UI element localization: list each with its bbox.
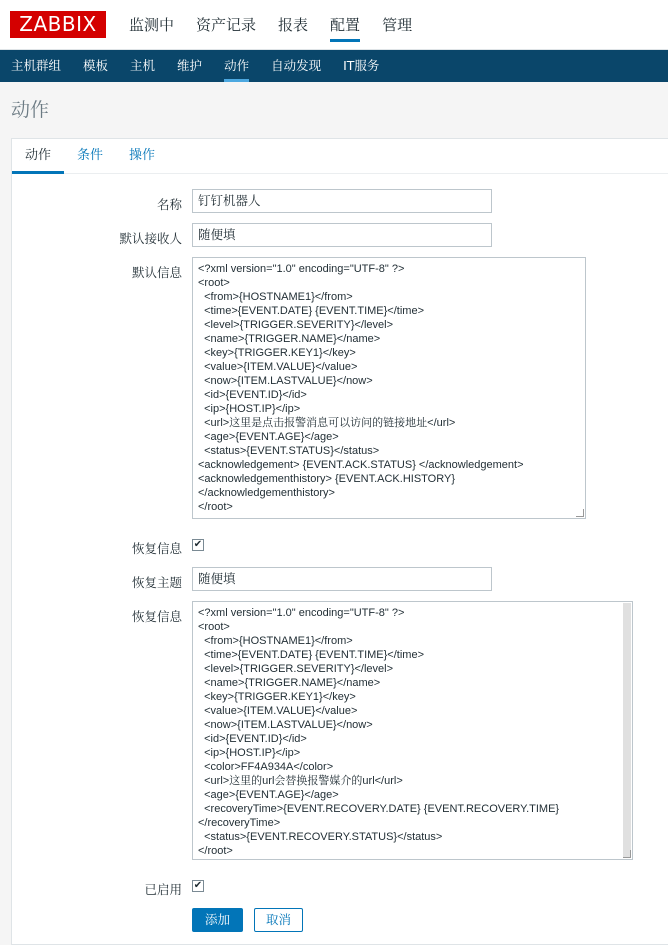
enabled-checkbox[interactable]: ✔ bbox=[193, 880, 203, 891]
name-input[interactable]: 钉钉机器人 bbox=[192, 189, 492, 213]
sub-menu-templates[interactable]: 模板 bbox=[83, 58, 109, 73]
sub-menu-discovery[interactable]: 自动发现 bbox=[271, 58, 322, 73]
page-title: 动作 bbox=[11, 99, 50, 121]
recovery-message-check-label: 恢复信息 bbox=[131, 541, 182, 556]
recovery-message-text: <?xml version="1.0" encoding="UTF-8" ?> <root> <from>{HOSTNAME1}</from> <time>{EVENT.DATE} {EVENT.TIME}</time> <level>{TRIGGER.SEVERITY}</level> <name>{TRIGGER.NAME}</name> <key>{TRIGGER.KEY1}</key> <value>{ITEM.VALUE}</value> <now>{ITEM.LASTVALUE}</now> <id>{EVENT.ID}</id> <ip>{HOST.IP}</ip> <color>FF4A934A</color> <url>这里的url会替换报警媒介的url</url> <age>{EVENT.AGE}</age> <recoveryTime>{EVENT.RECOVERY.DATE} {EVENT.RECOVERY.TIME} </recoveryTime> <status>{EVENT.RECOVERY.STATUS}</status> </root> bbox=[198, 607, 560, 857]
sub-menu-host-groups[interactable]: 主机群组 bbox=[11, 58, 62, 73]
sub-menu-hosts[interactable]: 主机 bbox=[130, 58, 156, 73]
top-menu-administration[interactable]: 管理 bbox=[382, 16, 413, 34]
top-menu bbox=[118, 0, 423, 50]
sub-menu-maintenance[interactable]: 维护 bbox=[177, 58, 203, 73]
top-navigation-bar bbox=[0, 0, 668, 50]
default-message-text: <?xml version="1.0" encoding="UTF-8" ?> <root> <from>{HOSTNAME1}</from> <time>{EVENT.DATE} {EVENT.TIME}</time> <level>{TRIGGER.SEVERITY}</level> <name>{TRIGGER.NAME}</name> <key>{TRIGGER.KEY1}</key> <value>{ITEM.VALUE}</value> <now>{ITEM.LASTVALUE}</now> <id>{EVENT.ID}</id> <ip>{HOST.IP}</ip> <url>这里是点击报警消息可以访问的链接地址</url> <age>{EVENT.AGE}</age> <status>{EVENT.STATUS}</status> <acknowledgement> {EVENT.ACK.STATUS} </acknowledgement> <acknowledgementhistory> {EVENT.ACK.HISTORY} </acknowledgementhistory> </root> bbox=[198, 263, 524, 513]
default-recipient-label: 默认接收人 bbox=[119, 231, 182, 246]
top-menu-reports[interactable]: 报表 bbox=[278, 16, 309, 34]
sub-menu-it-services[interactable]: IT服务 bbox=[343, 58, 380, 73]
sub-menu-actions[interactable]: 动作 bbox=[215, 50, 258, 82]
zabbix-logo[interactable]: ZABBIX bbox=[10, 11, 106, 38]
enabled-label: 已启用 bbox=[144, 882, 182, 897]
top-menu-configuration[interactable]: 配置 bbox=[319, 0, 371, 50]
recovery-message-label: 恢复信息 bbox=[131, 609, 182, 624]
default-recipient-input[interactable]: 随便填 bbox=[192, 223, 492, 247]
top-menu-inventory[interactable]: 资产记录 bbox=[196, 16, 257, 34]
recovery-subject-input[interactable]: 随便填 bbox=[192, 567, 492, 591]
default-message-textarea[interactable] bbox=[192, 257, 586, 519]
resize-grip-icon[interactable] bbox=[576, 509, 584, 517]
tab-operations[interactable]: 操作 bbox=[129, 148, 156, 163]
top-menu-monitoring[interactable]: 监测中 bbox=[129, 16, 175, 34]
form-tabs bbox=[12, 139, 668, 174]
tab-conditions[interactable]: 条件 bbox=[77, 148, 104, 163]
recovery-subject-label: 恢复主题 bbox=[131, 575, 182, 590]
tab-action[interactable]: 动作 bbox=[12, 139, 64, 173]
add-button[interactable]: 添加 bbox=[192, 908, 243, 932]
name-label: 名称 bbox=[156, 197, 182, 212]
sub-navigation-bar bbox=[0, 50, 668, 82]
recovery-message-textarea[interactable] bbox=[192, 601, 633, 860]
resize-grip-icon[interactable] bbox=[623, 850, 631, 858]
textarea-scrollbar[interactable] bbox=[623, 603, 631, 858]
cancel-button[interactable]: 取消 bbox=[254, 908, 303, 932]
recovery-message-checkbox[interactable]: ✔ bbox=[193, 539, 203, 550]
action-form-card bbox=[11, 138, 668, 945]
default-message-label: 默认信息 bbox=[131, 265, 182, 280]
